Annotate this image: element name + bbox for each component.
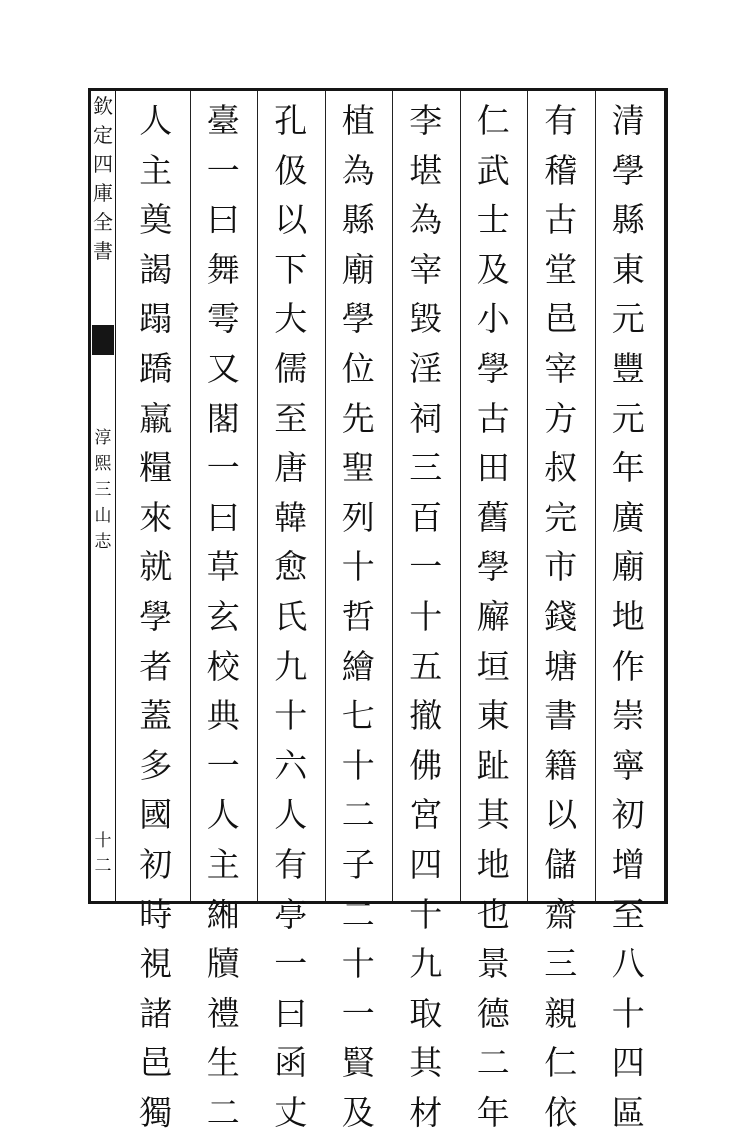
book-title-char: 熙: [94, 454, 112, 474]
glyph: 唐: [274, 448, 308, 488]
glyph: 淫: [409, 348, 443, 388]
glyph: 牘: [206, 944, 240, 984]
glyph: 德: [476, 993, 510, 1033]
glyph: 舊: [476, 497, 510, 537]
glyph: 學: [611, 150, 645, 190]
glyph: 九: [409, 944, 443, 984]
glyph: 二: [476, 1043, 510, 1083]
glyph: 亭: [274, 894, 308, 934]
glyph: 先: [341, 398, 375, 438]
glyph: 古: [544, 200, 578, 240]
column-rule: [460, 91, 461, 901]
book-title-char: 山: [94, 506, 112, 526]
glyph: 垣: [476, 646, 510, 686]
glyph: 撤: [409, 696, 443, 736]
glyph: 十: [341, 944, 375, 984]
glyph: 聖: [341, 448, 375, 488]
glyph: 作: [611, 646, 645, 686]
title-char: 四: [93, 152, 113, 176]
text-column: [268, 96, 314, 1132]
glyph: 愈: [274, 547, 308, 587]
glyph: 禮: [206, 993, 240, 1033]
glyph: 其: [409, 1043, 443, 1083]
book-title-char: 三: [94, 480, 112, 500]
glyph: 為: [409, 200, 443, 240]
glyph: 學: [476, 547, 510, 587]
glyph: 材: [409, 1092, 443, 1132]
glyph: 位: [341, 348, 375, 388]
glyph: 學: [139, 596, 173, 636]
book-title-char: 志: [94, 532, 112, 552]
glyph: 學: [476, 348, 510, 388]
glyph: 來: [139, 497, 173, 537]
title-char: 欽: [93, 94, 113, 118]
glyph: 小: [476, 299, 510, 339]
column-rule: [190, 91, 191, 901]
glyph: 士: [476, 200, 510, 240]
collection-title: [92, 92, 114, 266]
book-title-char: 淳: [94, 428, 112, 448]
glyph: 祠: [409, 398, 443, 438]
glyph: 以: [544, 795, 578, 835]
text-column: [200, 96, 246, 1132]
glyph: 曰: [274, 993, 308, 1033]
glyph: 二: [341, 795, 375, 835]
glyph: 完: [544, 497, 578, 537]
glyph: 校: [206, 646, 240, 686]
glyph: 廨: [476, 596, 510, 636]
glyph: 堂: [544, 249, 578, 289]
glyph: 十: [274, 696, 308, 736]
glyph: 羸: [139, 398, 173, 438]
glyph: 人: [274, 795, 308, 835]
glyph: 元: [611, 398, 645, 438]
glyph: 年: [611, 448, 645, 488]
glyph: 初: [139, 844, 173, 884]
glyph: 閣: [206, 398, 240, 438]
glyph: 二: [341, 894, 375, 934]
glyph: 十: [611, 993, 645, 1033]
book-title: [92, 425, 114, 555]
glyph: 增: [611, 844, 645, 884]
glyph: 生: [206, 1043, 240, 1083]
glyph: 堪: [409, 150, 443, 190]
glyph: 九: [274, 646, 308, 686]
glyph: 東: [611, 249, 645, 289]
glyph: 人: [139, 101, 173, 140]
glyph: 稽: [544, 150, 578, 190]
glyph: 一: [206, 745, 240, 785]
glyph: 又: [206, 348, 240, 388]
glyph: 清: [611, 101, 645, 140]
glyph: 一: [341, 993, 375, 1033]
glyph: 十: [409, 894, 443, 934]
glyph: 廣: [611, 497, 645, 537]
glyph: 獨: [139, 1092, 173, 1132]
title-char: 定: [93, 123, 113, 147]
glyph: 三: [544, 944, 578, 984]
glyph: 八: [611, 944, 645, 984]
column-rule: [527, 91, 528, 901]
glyph: 及: [341, 1092, 375, 1132]
glyph: 曰: [206, 200, 240, 240]
glyph: 一: [206, 150, 240, 190]
glyph: 叔: [544, 448, 578, 488]
title-char: 庫: [93, 181, 113, 205]
glyph: 崇: [611, 696, 645, 736]
glyph: 一: [206, 448, 240, 488]
glyph: 學: [341, 299, 375, 339]
glyph: 書: [544, 696, 578, 736]
glyph: 十: [409, 596, 443, 636]
glyph: 諸: [139, 993, 173, 1033]
glyph: 視: [139, 944, 173, 984]
glyph: 儲: [544, 844, 578, 884]
glyph: 區: [611, 1092, 645, 1132]
glyph: 依: [544, 1092, 578, 1132]
glyph: 百: [409, 497, 443, 537]
glyph: 仁: [544, 1043, 578, 1083]
glyph: 糧: [139, 448, 173, 488]
glyph: 臺: [206, 101, 240, 140]
glyph: 仁: [476, 101, 510, 140]
glyph: 地: [476, 844, 510, 884]
glyph: 武: [476, 150, 510, 190]
glyph: 取: [409, 993, 443, 1033]
glyph: 草: [206, 547, 240, 587]
column-rule: [595, 91, 596, 901]
glyph: 蹻: [139, 348, 173, 388]
glyph: 謁: [139, 249, 173, 289]
glyph: 十: [341, 745, 375, 785]
text-column: [470, 96, 516, 1132]
glyph: 方: [544, 398, 578, 438]
glyph: 宮: [409, 795, 443, 835]
glyph: 主: [206, 844, 240, 884]
glyph: 蓋: [139, 696, 173, 736]
glyph: 賢: [341, 1043, 375, 1083]
glyph: 李: [409, 101, 443, 140]
column-rule: [392, 91, 393, 901]
glyph: 塘: [544, 646, 578, 686]
glyph: 邑: [139, 1043, 173, 1083]
glyph: 丈: [274, 1092, 308, 1132]
text-column: [403, 96, 449, 1132]
glyph: 至: [611, 894, 645, 934]
glyph: 豐: [611, 348, 645, 388]
glyph: 雩: [206, 299, 240, 339]
glyph: 宰: [544, 348, 578, 388]
glyph: 多: [139, 745, 173, 785]
glyph: 典: [206, 696, 240, 736]
glyph: 三: [409, 448, 443, 488]
text-column: [605, 96, 651, 1132]
glyph: 十: [341, 547, 375, 587]
glyph: 繪: [341, 646, 375, 686]
glyph: 下: [274, 249, 308, 289]
glyph: 古: [476, 398, 510, 438]
glyph: 列: [341, 497, 375, 537]
glyph: 者: [139, 646, 173, 686]
glyph: 儒: [274, 348, 308, 388]
glyph: 年: [476, 1092, 510, 1132]
glyph: 四: [611, 1043, 645, 1083]
glyph: 元: [611, 299, 645, 339]
glyph: 七: [341, 696, 375, 736]
glyph: 初: [611, 795, 645, 835]
glyph: 錢: [544, 596, 578, 636]
title-char: 全: [93, 210, 113, 234]
glyph: 緗: [206, 894, 240, 934]
glyph: 毀: [409, 299, 443, 339]
glyph: 曰: [206, 497, 240, 537]
glyph: 韓: [274, 497, 308, 537]
glyph: 有: [274, 844, 308, 884]
glyph: 奠: [139, 200, 173, 240]
glyph: 國: [139, 795, 173, 835]
glyph: 五: [409, 646, 443, 686]
glyph: 其: [476, 795, 510, 835]
glyph: 以: [274, 200, 308, 240]
fishtail-mark: [92, 325, 114, 355]
glyph: 子: [341, 844, 375, 884]
glyph: 東: [476, 696, 510, 736]
glyph: 趾: [476, 745, 510, 785]
glyph: 至: [274, 398, 308, 438]
glyph: 廟: [341, 249, 375, 289]
glyph: 大: [274, 299, 308, 339]
glyph: 就: [139, 547, 173, 587]
glyph: 二: [206, 1092, 240, 1132]
text-column: [335, 96, 381, 1132]
text-column: [133, 96, 179, 1132]
glyph: 主: [139, 150, 173, 190]
glyph: 齋: [544, 894, 578, 934]
glyph: 四: [409, 844, 443, 884]
glyph: 景: [476, 944, 510, 984]
leaf-number: 十二: [94, 831, 112, 876]
glyph: 及: [476, 249, 510, 289]
column-rule: [325, 91, 326, 901]
column-rule: [257, 91, 258, 901]
glyph: 有: [544, 101, 578, 140]
glyph: 六: [274, 745, 308, 785]
glyph: 蹋: [139, 299, 173, 339]
glyph: 植: [341, 101, 375, 140]
glyph: 縣: [611, 200, 645, 240]
glyph: 時: [139, 894, 173, 934]
glyph: 函: [274, 1043, 308, 1083]
glyph: 地: [611, 596, 645, 636]
glyph: 一: [409, 547, 443, 587]
glyph: 人: [206, 795, 240, 835]
glyph: 廟: [611, 547, 645, 587]
glyph: 孔: [274, 101, 308, 140]
glyph: 市: [544, 547, 578, 587]
glyph: 籍: [544, 745, 578, 785]
title-char: 書: [93, 239, 113, 263]
text-column: [538, 96, 584, 1132]
glyph: 縣: [341, 200, 375, 240]
glyph: 寧: [611, 745, 645, 785]
glyph: 佛: [409, 745, 443, 785]
glyph: 田: [476, 448, 510, 488]
glyph: 舞: [206, 249, 240, 289]
glyph: 氏: [274, 596, 308, 636]
glyph: 哲: [341, 596, 375, 636]
glyph: 玄: [206, 596, 240, 636]
glyph: 親: [544, 993, 578, 1033]
glyph: 為: [341, 150, 375, 190]
glyph: 邑: [544, 299, 578, 339]
glyph: 伋: [274, 150, 308, 190]
glyph: 也: [476, 894, 510, 934]
glyph: 宰: [409, 249, 443, 289]
glyph: 一: [274, 944, 308, 984]
